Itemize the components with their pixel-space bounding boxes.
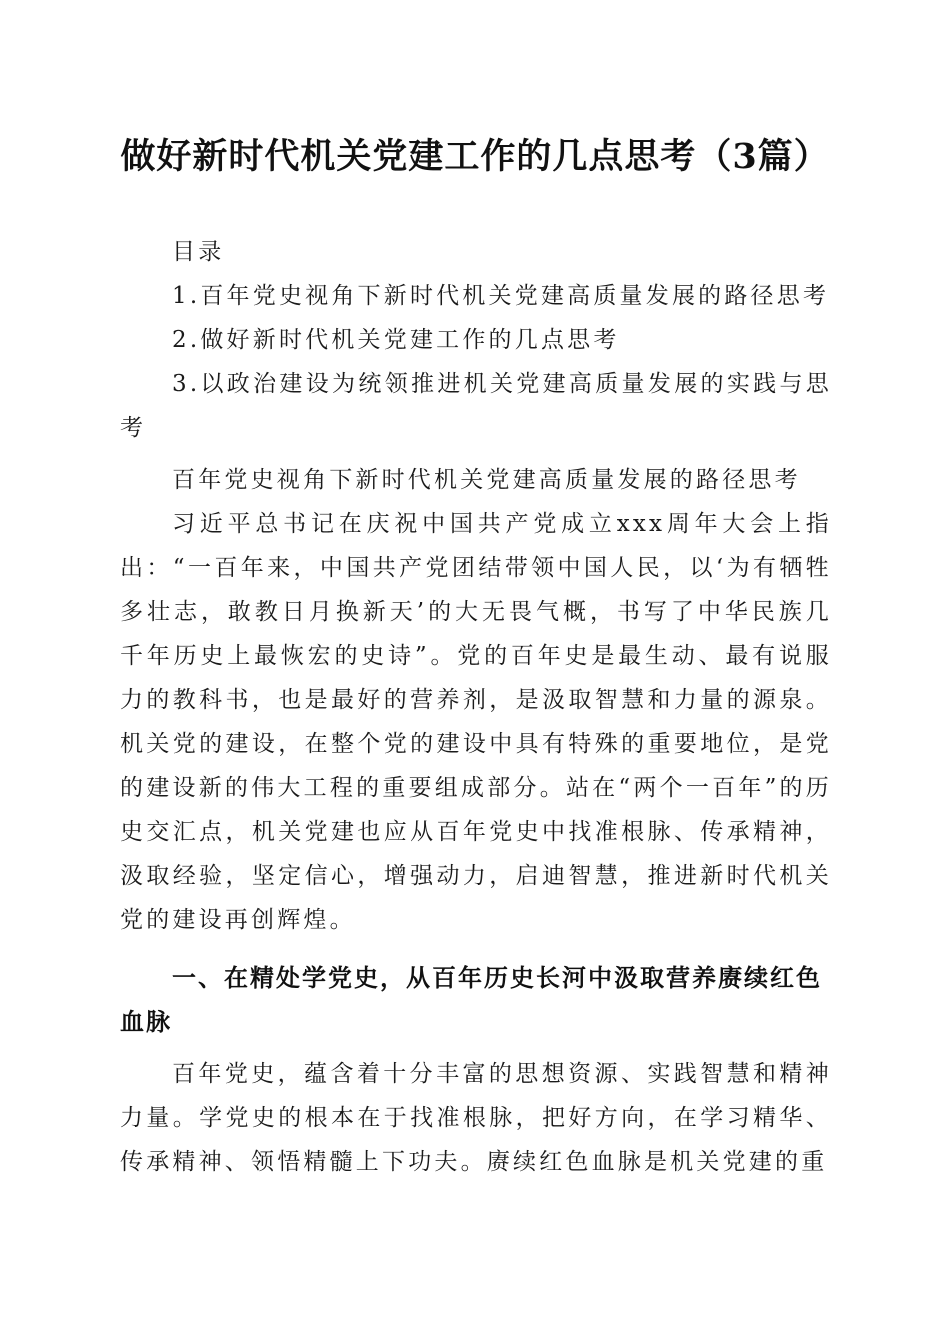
- spacer: [120, 1044, 832, 1052]
- toc-item-2: 2.做好新时代机关党建工作的几点思考: [172, 327, 620, 353]
- article-title: 百年党史视角下新时代机关党建高质量发展的路径思考: [172, 467, 801, 493]
- spacer: [120, 942, 832, 956]
- document-body: [120, 230, 832, 1184]
- spacer: [120, 450, 832, 458]
- document-title: 做好新时代机关党建工作的几点思考（3篇）: [120, 136, 830, 177]
- toc-item-3: 3.以政治建设为统领推进机关党建高质量发展的实践与思考: [120, 371, 832, 441]
- toc-label: 目录: [172, 239, 225, 265]
- section-heading-1: 一、在精处学党史，从百年历史长河中汲取营养赓续红色血脉: [120, 964, 822, 1036]
- paragraph-1: 习近平总书记在庆祝中国共产党成立xxx周年大会上指出：“一百年来，中国共产党团结带领中国人民，以‘为有牺牲多壮志，敢教日月换新天’的大无畏气概，书写了中华民族几千年历史上最恢宏的史诗”。党的百年史是最生动、最有说服力的教科书，也是最好的营养剂，是汲取智慧和力量的源泉。机关党的建设，在整个党的建设中具有特殊的重要地位，是党的建设新的伟大工程的重要组成部分。站在“两个一百年”的历史交汇点，机关党建也应从百年党史中找准根脉、传承精神，汲取经验，坚定信心，增强动力，启迪智慧，推进新时代机关党的建设再创辉煌。: [120, 511, 832, 933]
- paragraph-2: 百年党史，蕴含着十分丰富的思想资源、实践智慧和精神力量。学党史的根本在于找准根脉，把好方向，在学习精华、传承精神、领悟精髓上下功夫。赓续红色血脉是机关党建的重: [120, 1061, 832, 1175]
- toc-item-1: 1.百年党史视角下新时代机关党建高质量发展的路径思考: [172, 283, 830, 309]
